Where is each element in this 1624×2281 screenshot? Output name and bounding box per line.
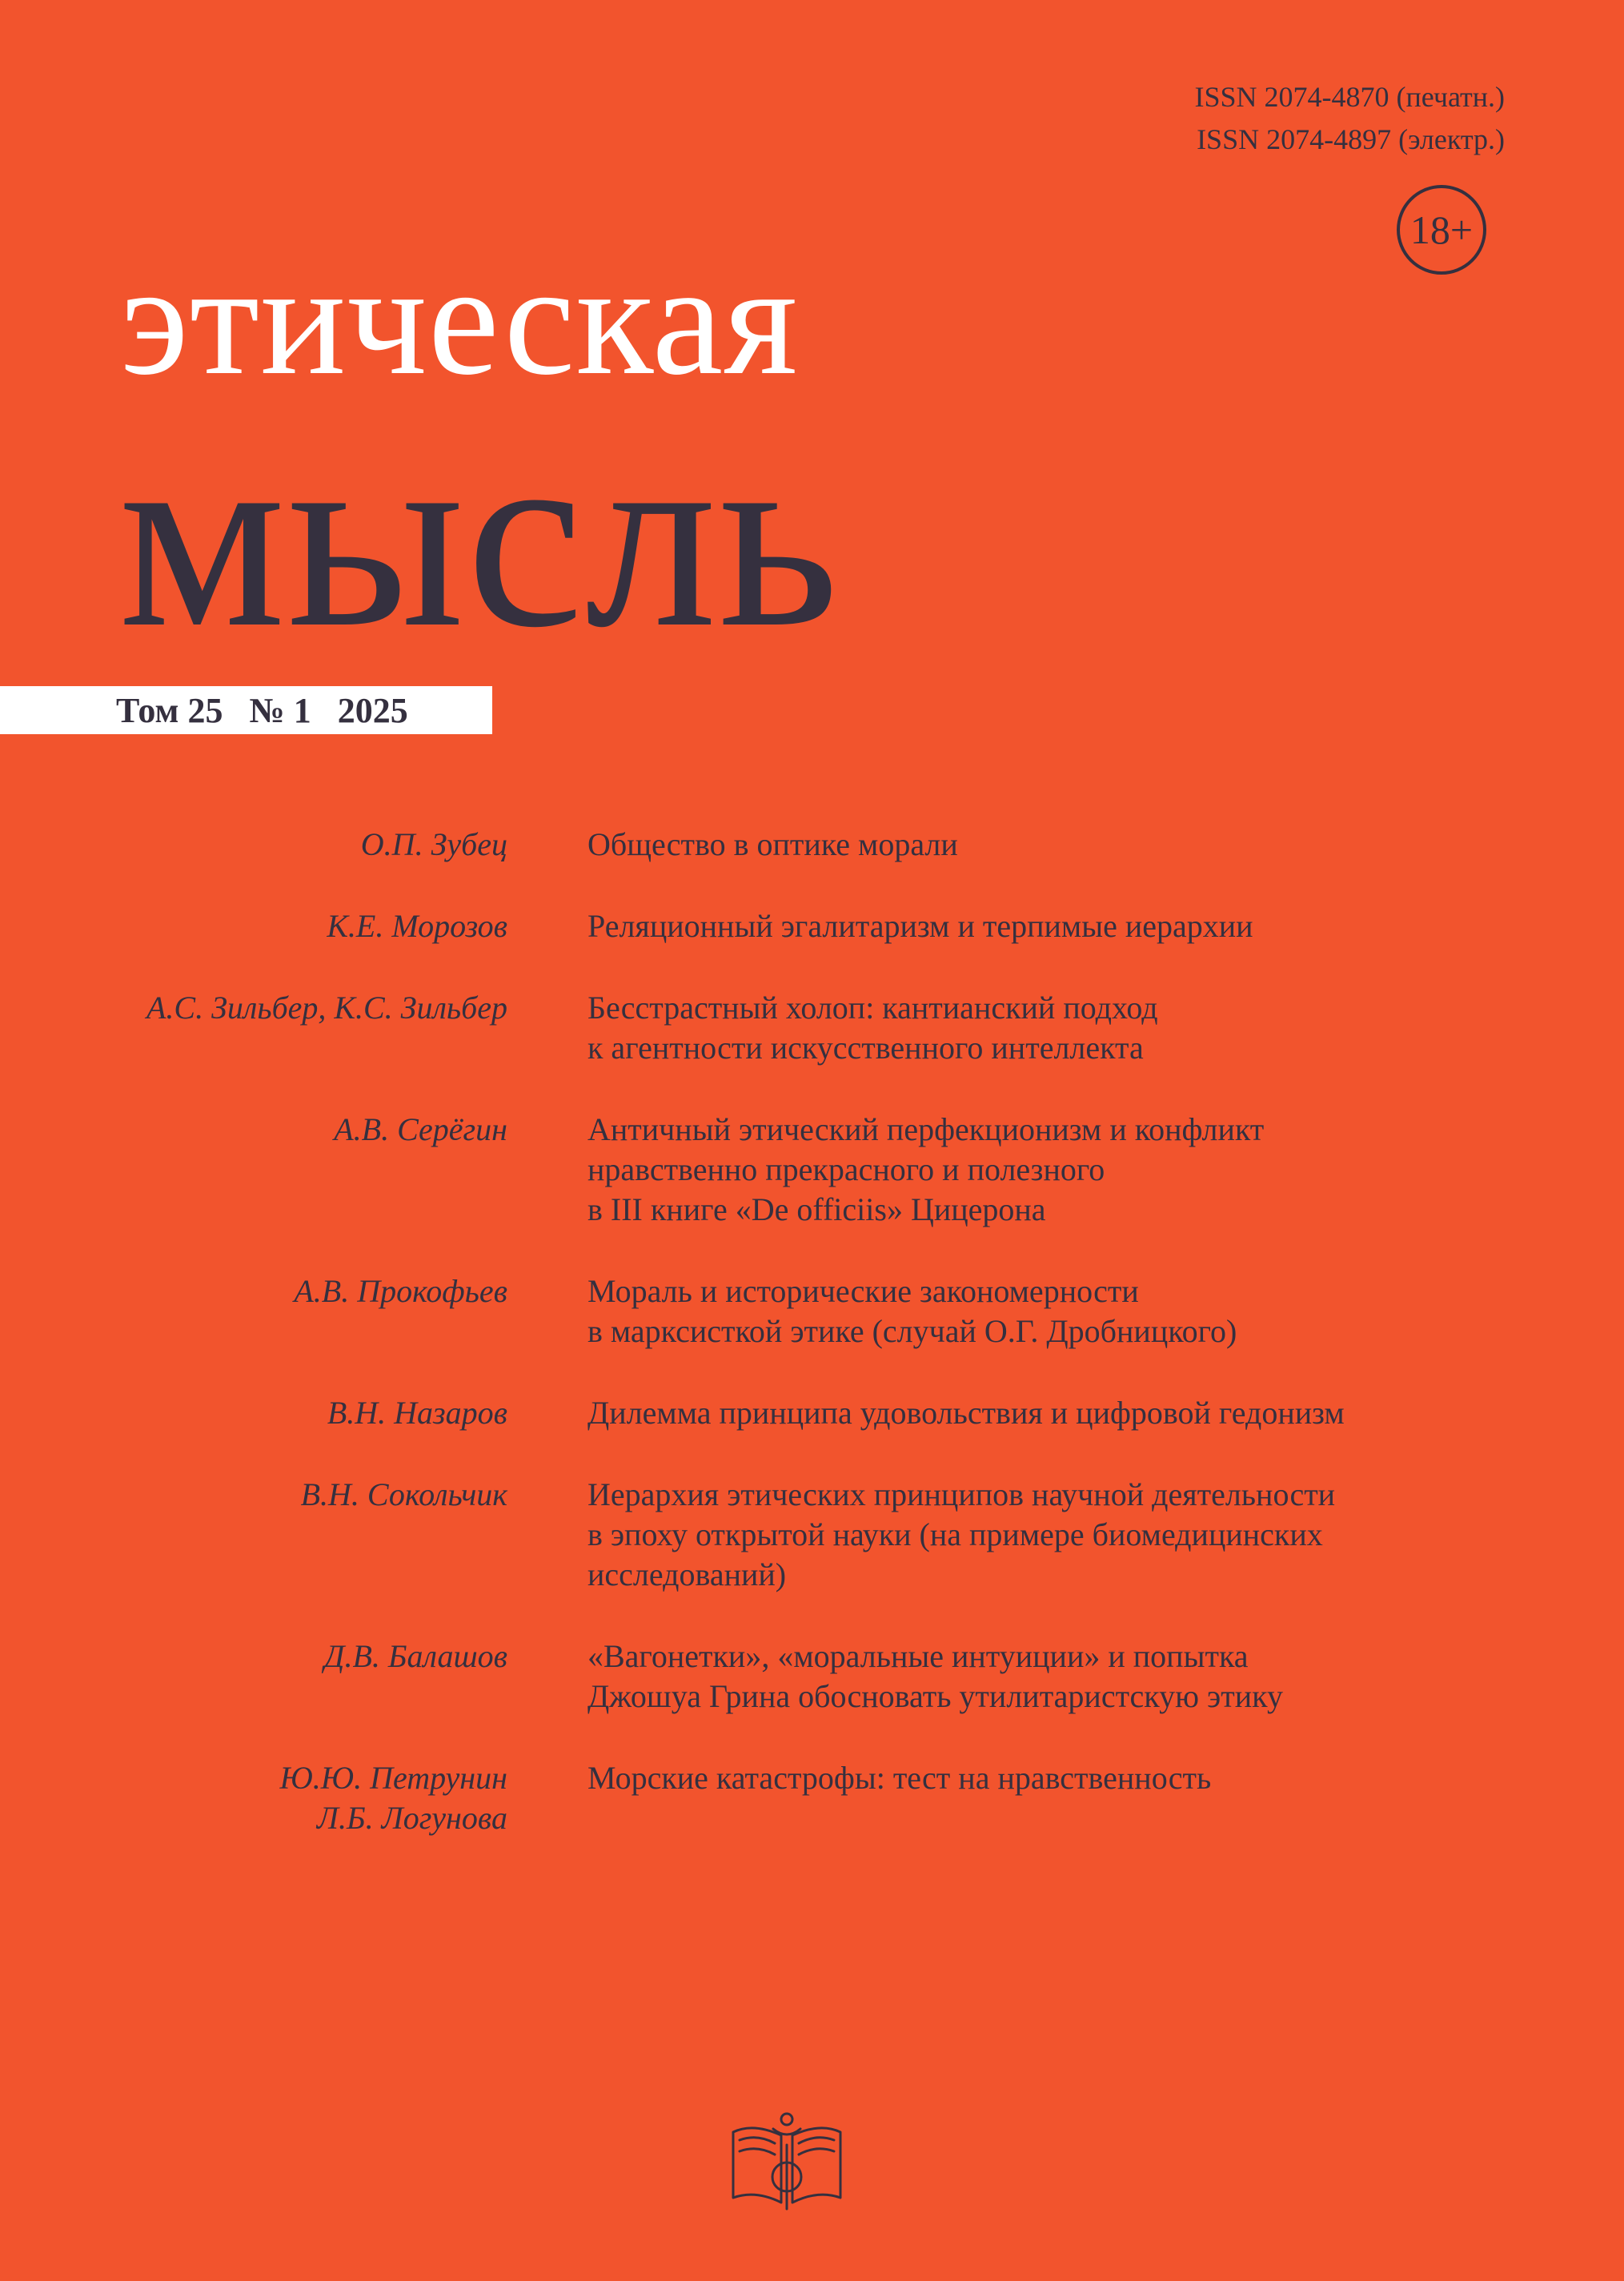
- toc-entry: [0, 1636, 1624, 1717]
- journal-title-line2: мысль: [118, 390, 841, 682]
- journal-title-line1: этическая: [120, 231, 799, 408]
- toc-title: Мораль и исторические закономерности в марксисткой этике (случай О.Г. Дробницкого): [587, 1273, 1237, 1349]
- toc-authors: В.Н. Назаров: [327, 1395, 507, 1431]
- issn-print: ISSN 2074-4870 (печатн.): [1194, 81, 1505, 113]
- issue-label: Том 25 № 1 2025: [116, 691, 408, 730]
- toc-entry: [0, 1758, 1624, 1838]
- toc-authors: Ю.Ю. Петрунин Л.Б. Логунова: [279, 1760, 507, 1836]
- toc-entry: [0, 1271, 1624, 1351]
- toc-title: Реляционный эгалитаризм и терпимые иерархии: [587, 908, 1253, 944]
- toc-title: «Вагонетки», «моральные интуиции» и попытка Джошуа Грина обосновать утилитаристскую этику: [587, 1638, 1283, 1714]
- toc-entry: [0, 1110, 1624, 1230]
- toc-authors: А.В. Прокофьев: [294, 1273, 507, 1309]
- age-rating-badge: [1397, 185, 1486, 275]
- issn-block: [1195, 76, 1506, 161]
- toc-entry: [0, 906, 1624, 946]
- toc-authors: К.Е. Морозов: [327, 908, 507, 944]
- publisher-logo-icon: [725, 2108, 848, 2212]
- toc-title: Античный этический перфекционизм и конфликт нравственно прекрасного и полезного в III книге «De officiis» Цицерона: [587, 1111, 1265, 1227]
- toc-entry: [0, 825, 1624, 865]
- toc-entry: [0, 1393, 1624, 1433]
- age-rating-text: 18+: [1409, 207, 1474, 252]
- toc-authors: А.В. Серёгин: [334, 1111, 507, 1147]
- toc-title: Дилемма принципа удовольствия и цифровой гедонизм: [587, 1395, 1345, 1431]
- toc-authors: Д.В. Балашов: [324, 1638, 507, 1674]
- toc-entry: [0, 1475, 1624, 1595]
- table-of-contents: [0, 825, 1624, 1880]
- toc-authors: В.Н. Сокольчик: [300, 1476, 507, 1512]
- toc-authors: О.П. Зубец: [360, 826, 507, 862]
- toc-authors: А.С. Зильбер, К.С. Зильбер: [146, 990, 507, 1026]
- toc-title: Общество в оптике морали: [587, 826, 958, 862]
- toc-title: Иерархия этических принципов научной деятельности в эпоху открытой науки (на примере биомедицинских исследований): [587, 1476, 1336, 1592]
- toc-title: Морские катастрофы: тест на нравственность: [587, 1760, 1212, 1796]
- toc-title: Бесстрастный холоп: кантианский подход к агентности искусственного интеллекта: [587, 990, 1158, 1066]
- issn-electronic: ISSN 2074-4897 (электр.): [1197, 123, 1505, 155]
- toc-entry: [0, 988, 1624, 1068]
